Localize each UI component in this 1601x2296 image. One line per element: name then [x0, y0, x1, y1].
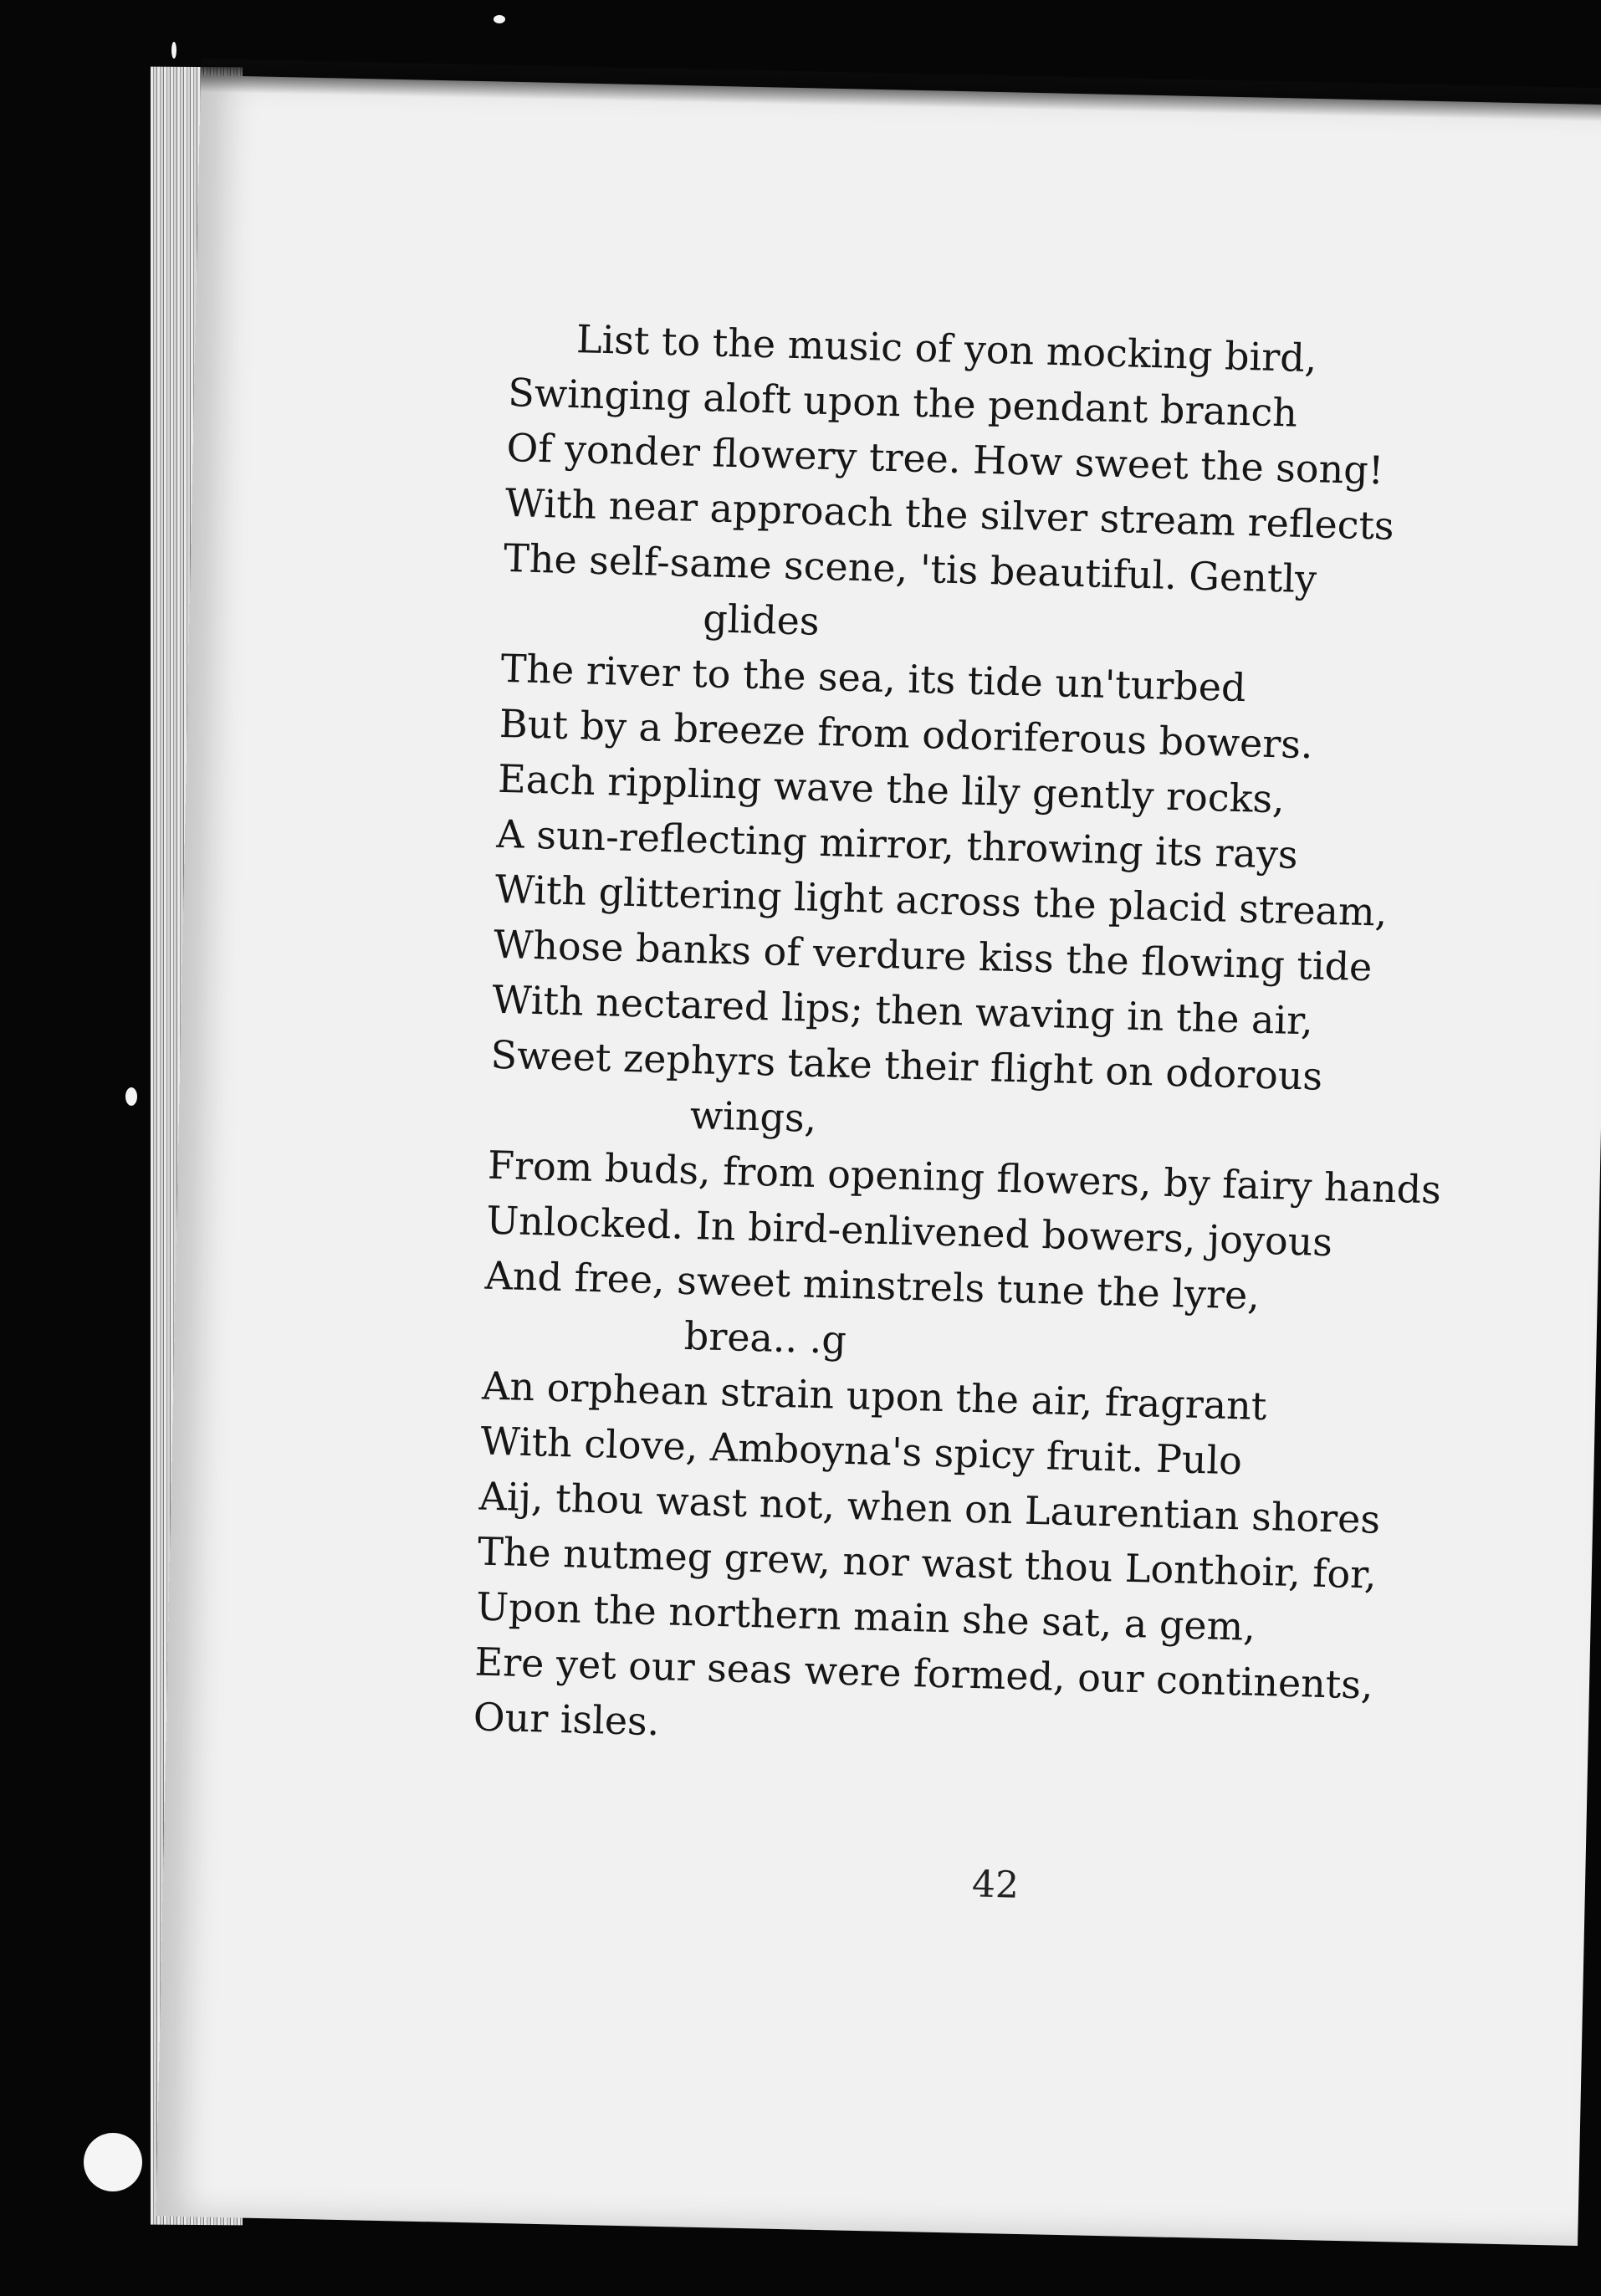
- poem-line: glides: [702, 596, 821, 644]
- poem-line: Whose banks of verdure kiss the flowing tide: [493, 921, 1373, 990]
- scan-speck: [171, 42, 176, 59]
- poem-line: But by a breeze from odoriferous bowers.: [499, 700, 1314, 768]
- poem-line: From buds, from opening flowers, by fairy hands: [487, 1142, 1442, 1213]
- poem-line: Our isles.: [473, 1694, 661, 1745]
- poem-line: The self-same scene, 'tis beautiful. Gently: [503, 534, 1317, 602]
- poem-line: Sweet zephyrs take their flight on odorous: [489, 1031, 1323, 1099]
- poem-line: Of yonder flowery tree. How sweet the song!: [505, 424, 1384, 493]
- poem-line: List to the music of yon mocking bird,: [575, 316, 1318, 381]
- poem-line: Aij, thou wast not, when on Laurentian shores: [478, 1473, 1381, 1542]
- poem-line: The nutmeg grew, nor wast thou Lonthoir, for,: [477, 1528, 1378, 1598]
- poem-line: Swinging aloft upon the pendant branch: [507, 369, 1298, 436]
- poem-line: brea.. .g: [683, 1312, 847, 1363]
- poem-line: Unlocked. In bird-enlivened bowers, joyous: [485, 1197, 1333, 1266]
- poem-line: And free, sweet minstrels tune the lyre,: [484, 1252, 1261, 1318]
- poem-line: Ere yet our seas were formed, our continents,: [473, 1639, 1374, 1708]
- scan-speck: [125, 1087, 137, 1106]
- poem-line: With clove, Amboyna's spicy fruit. Pulo: [479, 1418, 1243, 1484]
- poem-line: wings,: [689, 1092, 817, 1141]
- poem-line: With near approach the silver stream reflects: [504, 479, 1395, 549]
- poem-line: With glittering light across the placid stream,: [494, 866, 1388, 935]
- scan-speck: [84, 2133, 142, 2191]
- poem-line: Upon the northern main she sat, a gem,: [475, 1583, 1256, 1649]
- page-number: 42: [971, 1863, 1020, 1907]
- poem-line: With nectared lips; then waving in the air,: [491, 976, 1314, 1044]
- poem-line: A sun-reflecting mirror, throwing its rays: [495, 811, 1299, 877]
- poem-line: The river to the sea, its tide un'turbed: [500, 645, 1247, 711]
- poem-line: Each rippling wave the lily gently rocks,: [497, 755, 1286, 822]
- poem-text: [473, 309, 1547, 1772]
- scan-speck: [494, 15, 505, 23]
- poem-line: An orphean strain upon the air, fragrant: [481, 1363, 1267, 1429]
